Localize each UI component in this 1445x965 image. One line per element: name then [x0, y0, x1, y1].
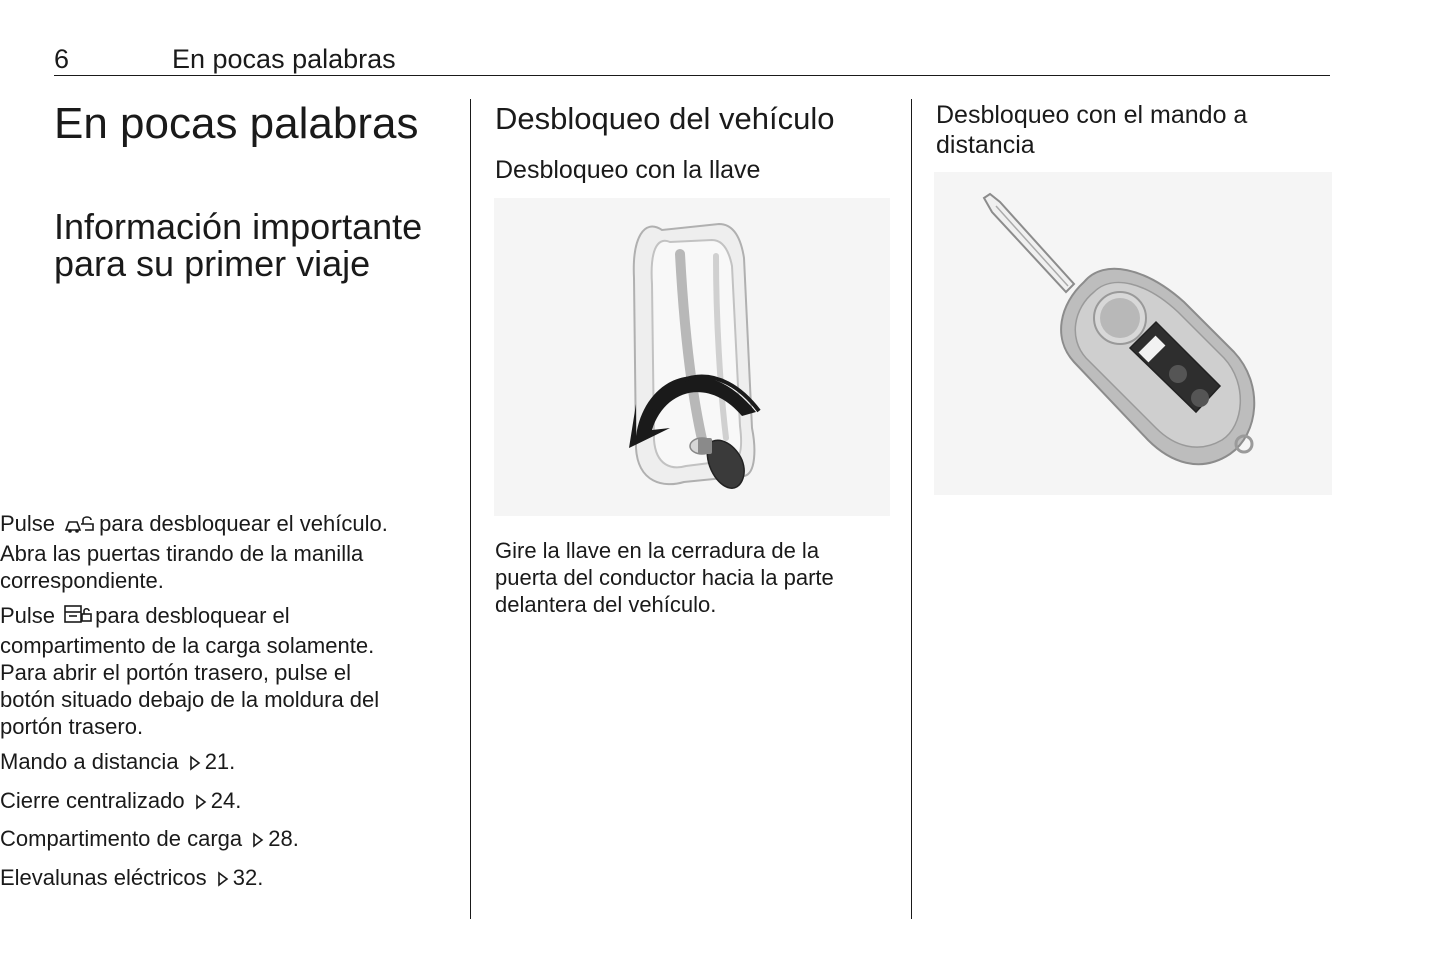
reference-link[interactable]: Cierre centralizado 24. — [0, 787, 396, 817]
page-reference-arrow-icon — [250, 828, 266, 855]
heading-unlock-remote: Desbloqueo con el mando a distancia — [936, 101, 1248, 159]
paragraph-unlock-cargo: Pulse para desbloquear el compartimento de la carga solamente. Para abrir el portón trasero, pulse el botón situado debajo de la moldura del portón trasero. — [0, 603, 380, 739]
page-reference-arrow-icon — [215, 867, 231, 894]
chapter-title: En pocas palabras — [54, 99, 419, 148]
section-title: Información importante para su primer viaje — [54, 206, 423, 284]
page-number: 6 — [54, 44, 70, 74]
subheading-unlock-key: Desbloqueo con la llave — [495, 156, 761, 184]
header-rule — [54, 75, 1330, 76]
column-divider — [470, 99, 471, 919]
instruction-text: Gire la llave en la cerradura de la puerta del conductor hacia la parte delantera del vehículo. — [495, 538, 834, 617]
unlock-car-icon — [63, 513, 97, 540]
door-handle-key-turn-illustration — [494, 198, 890, 516]
paragraph-unlock-vehicle: Pulse para desbloquear el vehículo. Abra las puertas tirando de la manilla correspondiente. — [0, 511, 388, 593]
page-reference-arrow-icon — [187, 751, 203, 778]
unlock-cargo-icon — [63, 604, 93, 632]
heading-unlock-vehicle: Desbloqueo del vehículo — [495, 101, 835, 136]
column-divider — [911, 99, 912, 919]
reference-link[interactable]: Mando a distancia 21. — [0, 748, 396, 778]
folding-remote-key-illustration — [934, 172, 1332, 495]
reference-link[interactable]: Elevalunas eléctricos 32. — [0, 864, 396, 894]
page-reference-arrow-icon — [193, 790, 209, 817]
remote-unlock-instructions — [0, 510, 396, 902]
running-header-title: En pocas palabras — [172, 44, 396, 74]
reference-link[interactable]: Compartimento de carga 28. — [0, 825, 396, 855]
